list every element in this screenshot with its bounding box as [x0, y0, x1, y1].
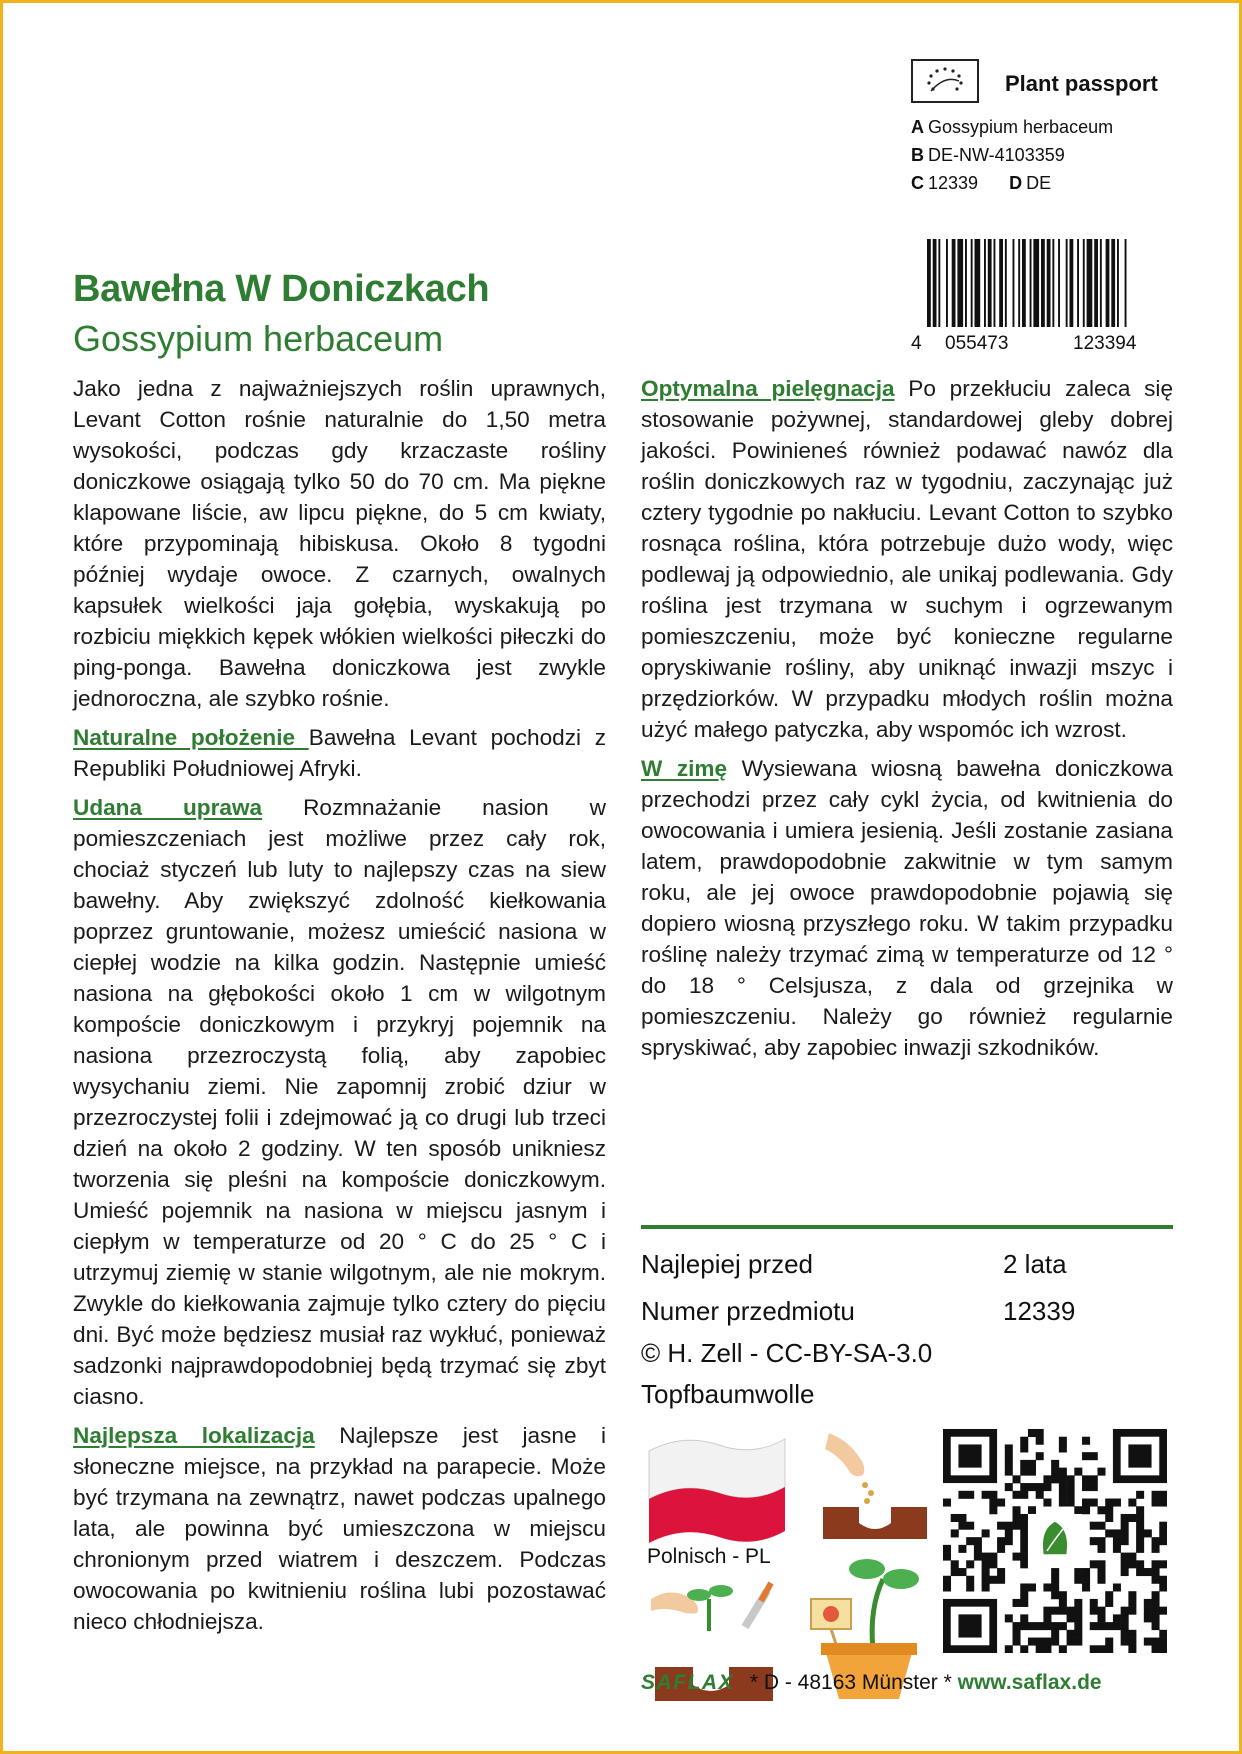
- location-section: [73, 1420, 606, 1637]
- care-heading: Optymalna pielęgnacja: [641, 376, 895, 401]
- best-before-label: Najlepiej przed: [641, 1249, 813, 1279]
- info-divider: [641, 1225, 1173, 1229]
- cultivation-text: Rozmnażanie nasion w pomieszczeniach jest możliwe przez cały rok, chociaż styczeń lub luty to najlepszy czas na siew bawełny. Aby zwiększyć zdolność kiełkowania poprzez gruntowanie, możesz umieścić nasiona w ciepłej wodzie na kilka godzin. Następnie umieść nasiona na głębokości około 1 cm w wilgotnym kompoście doniczkowym i przykryj pojemnik na nasiona przezroczystą folią, aby zapobiec wysychaniu ziemi. Nie zapomnij zrobić dziur w przezroczystej folii i zdejmować ją co drugi lub trzeci dzień na około 2 godziny. W ten sposób unikniesz tworzenia się pleśni na kompoście doniczkowym. Umieść pojemnik na nasiona w miejscu jasnym i ciepłym w temperaturze od 20 ° C do 25 ° C i utrzymuj ziemię w stanie wilgotnym, ale nie mokrym. Zwykle do kiełkowania zajmuje tylko cztery do pięciu dni. Być może będziesz musiał raz wykłuć, ponieważ sadzonki najprawdopodobniej będą trzymać się zbyt ciasno.: [73, 795, 606, 1409]
- intro-paragraph: Jako jedna z najważniejszych roślin uprawnych, Levant Cotton rośnie naturalnie do 1,50 metra wysokości, podczas gdy krzaczaste rośliny doniczkowe osiągają tylko 50 do 70 cm. Ma piękne klapowane liście, aw lipcu piękne, do 5 cm kwiaty, które przypominają hibiskusa. Około 8 tygodni później wydaje owoce. Z czarnych, owalnych kapsułek wielkości jaja gołębia, wyskakują po rozbiciu miękkich kępek włókien wielkości piłeczki do ping-ponga. Bawełna doniczkowa jest zwykle jednoroczna, ale szybko rośnie.: [73, 376, 606, 711]
- care-text: Po przekłuciu zaleca się stosowanie pożywnej, standardowej gleby dobrej jakości. Powinieneś również podawać nawóz dla roślin doniczkowych raz w tygodniu, zaczynając już cztery tygodnie po nakłuciu. Levant Cotton to szybko rosnąca roślina, która potrzebuje dużo wody, więc podlewaj ją odpowiednio, ale unikaj podlewania. Gdy roślina jest trzymana w suchym i ogrzewanym pomieszczeniu, może być konieczne regularne opryskiwanie rośliny, aby uniknąć inwazji mszyc i przędziorków. W przypadku młodych roślin można użyć małego patyczka, aby wspomóc ich wzrost.: [641, 376, 1174, 742]
- winter-text: Wysiewana wiosną bawełna doniczkowa przechodzi przez cały cykl życia, od kwitnienia do owocowania i umiera jesienią. Jeśli zostanie zasiana latem, prawdopodobnie zakwitnie w tym samym roku, ale jej owoce prawdopodobnie pojawią się dopiero wiosną przyszłego roku. W takim przypadku roślinę należy trzymać zimą w temperaturze od 12 ° do 18 ° Celsjusza, z dala od grzejnika w pomieszczeniu. Należy go również regularnie spryskiwać, aby zapobiec inwazji szkodników.: [641, 756, 1173, 1060]
- best-before-value: 2 lata: [1003, 1249, 1067, 1279]
- cultivation-heading: Udana uprawa: [73, 795, 263, 820]
- plant-passport-title: Plant passport: [1005, 71, 1158, 96]
- barcode-digit-prefix: 4: [911, 333, 922, 354]
- passport-value-b: DE-NW-4103359: [928, 145, 1065, 165]
- qr-code[interactable]: [943, 1429, 1167, 1653]
- natural-location-heading: Naturalne położenie: [73, 725, 309, 750]
- barcode-digits-left: 055473: [945, 333, 1009, 354]
- cultivation-section: [73, 792, 606, 1412]
- passport-line-b: [911, 145, 1065, 166]
- eu-star-leaf-icon: [913, 61, 977, 101]
- item-number-label: Numer przedmiotu: [641, 1296, 855, 1326]
- product-title: Bawełna W Doniczkach: [73, 268, 490, 310]
- natural-location-text: Bawełna Levant pochodzi z Republiki Południowej Afryki.: [73, 725, 607, 781]
- passport-value-c: 12339: [928, 173, 979, 193]
- sowing-icon: [819, 1427, 931, 1539]
- image-credit: © H. Zell - CC-BY-SA-3.0: [641, 1338, 933, 1368]
- german-name: Topfbaumwolle: [641, 1379, 815, 1409]
- address: * D - 48163 Münster *: [749, 1671, 952, 1694]
- left-column: [73, 373, 606, 1645]
- barcode-digits-right: 123394: [1073, 333, 1137, 354]
- passport-key-b: B: [911, 145, 924, 165]
- brand-logo: SAFLAX: [641, 1671, 734, 1694]
- passport-line-c: [911, 173, 1051, 194]
- latin-name: Gossypium herbaceum: [73, 318, 444, 359]
- language-label: Polnisch - PL: [647, 1545, 771, 1568]
- right-column: [641, 373, 1173, 1071]
- passport-value-d: DE: [1026, 173, 1052, 193]
- eu-organic-logo: [911, 59, 979, 103]
- passport-key-c: C: [911, 173, 924, 193]
- winter-section: [641, 753, 1173, 1063]
- website-link[interactable]: www.saflax.de: [957, 1671, 1102, 1694]
- winter-heading: W zimę: [641, 756, 728, 781]
- footer: [641, 1671, 1102, 1695]
- passport-key-a: A: [911, 117, 924, 137]
- location-heading: Najlepsza lokalizacja: [73, 1423, 315, 1448]
- passport-line-a: [911, 117, 1113, 138]
- poland-flag-icon: [643, 1431, 791, 1549]
- passport-value-a: Gossypium herbaceum: [928, 117, 1114, 137]
- care-section: [641, 373, 1173, 745]
- passport-key-d: D: [1009, 173, 1023, 193]
- item-number-value: 12339: [1003, 1296, 1076, 1326]
- natural-location-section: [73, 722, 606, 784]
- location-text: Najlepsze jest jasne i słoneczne miejsce, na przykład na parapecie. Może być trzymana na zewnątrz, nawet podczas upalnego lata, ale powinna być umieszczona w miejscu chronionym przed wiatrem i deszczem. Podczas owocowania po kwitnieniu roślina lubi pozostawać nieco chłodniejsza.: [73, 1423, 606, 1634]
